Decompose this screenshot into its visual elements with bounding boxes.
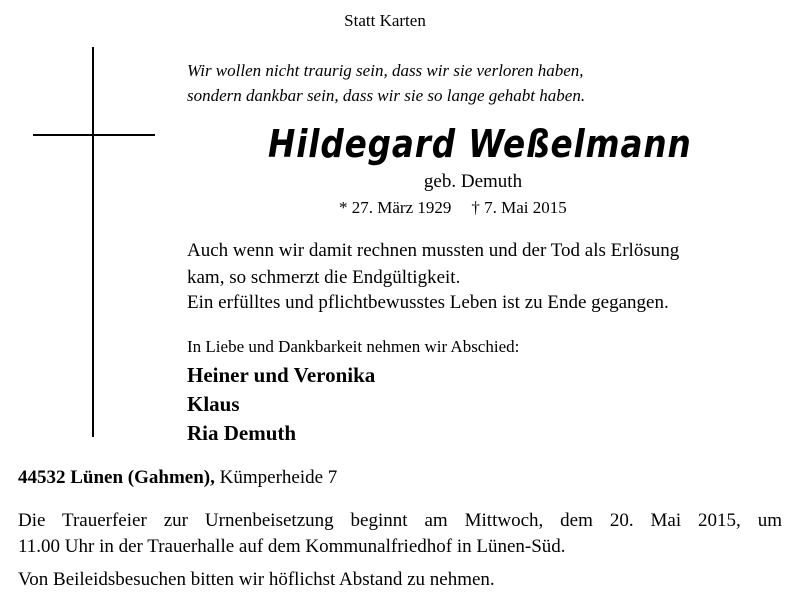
birth-date: * 27. März 1929: [339, 198, 452, 217]
mourner-name: Heiner und Veronika: [187, 363, 376, 387]
cross-vertical-bar: [92, 47, 94, 437]
death-date: † 7. Mai 2015: [471, 198, 567, 217]
text-line-2: kam, so schmerzt die Endgültigkeit.: [187, 267, 461, 288]
farewell-intro: In Liebe und Dankbarkeit nehmen wir Abschied:: [187, 337, 520, 356]
born-name: geb. Demuth: [423, 171, 523, 192]
quote-line-2: sondern dankbar sein, dass wir sie so lange gehabt haben.: [187, 86, 586, 105]
mourner-name: Klaus: [187, 392, 240, 416]
address: [18, 467, 337, 489]
life-dates: [339, 198, 567, 218]
funeral-info-line-1: Die Trauerfeier zur Urnenbeisetzung beginnt am Mittwoch, dem 20. Mai 2015, um: [18, 510, 782, 531]
address-street: Kümperheide 7: [219, 467, 338, 488]
text-line-3: Ein erfülltes und pflichtbewusstes Leben ist zu Ende gegangen.: [187, 292, 669, 313]
header-statt-karten: Statt Karten: [344, 11, 426, 30]
funeral-info-line-2: 11.00 Uhr in der Trauerhalle auf dem Kommunalfriedhof in Lünen-Süd.: [18, 536, 566, 557]
cross-horizontal-bar: [33, 134, 155, 136]
quote-line-1: Wir wollen nicht traurig sein, dass wir sie verloren haben,: [187, 61, 584, 80]
text-line-1: Auch wenn wir damit rechnen mussten und der Tod als Erlösung: [187, 240, 680, 261]
mourner-name: Ria Demuth: [187, 421, 297, 445]
deceased-name: Hildegard Weßelmann: [268, 122, 692, 166]
address-place: 44532 Lünen (Gahmen),: [18, 467, 215, 488]
condolence-notice: Von Beileidsbesuchen bitten wir höflichst Abstand zu nehmen.: [18, 569, 495, 590]
